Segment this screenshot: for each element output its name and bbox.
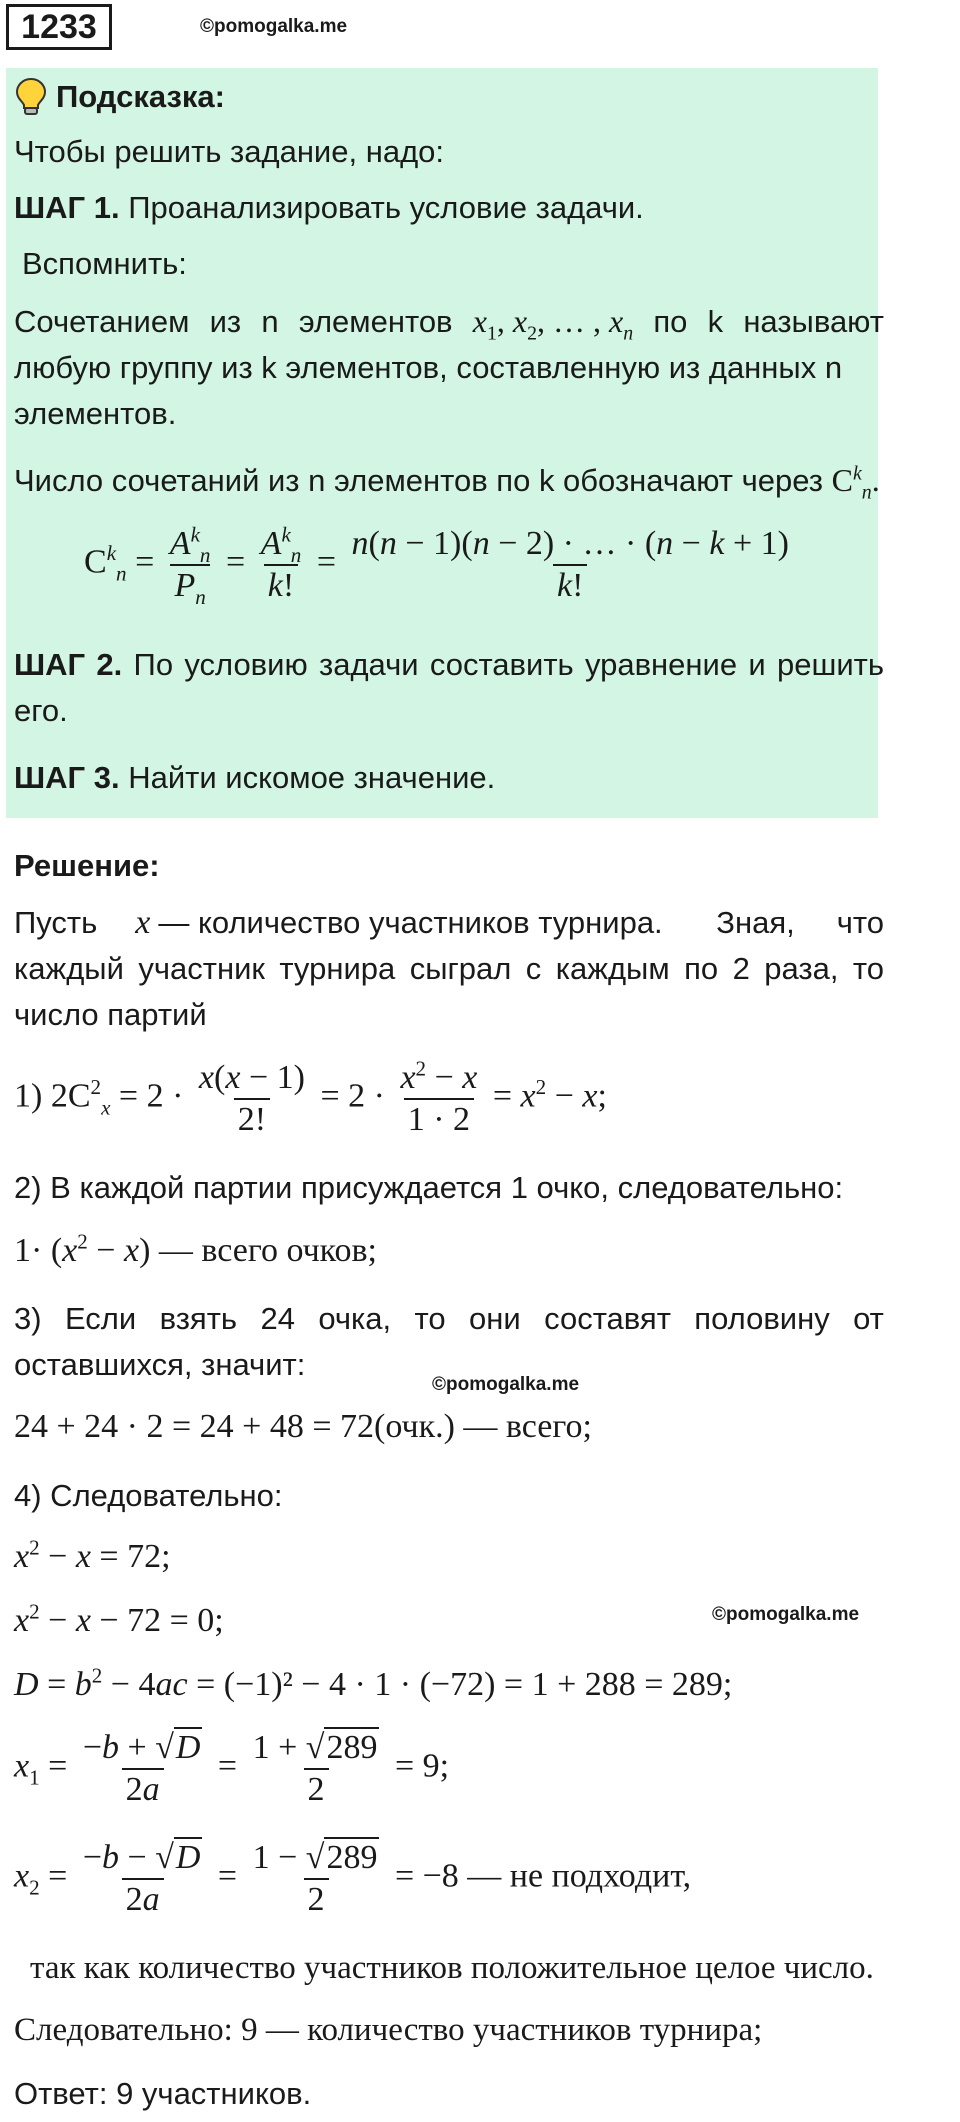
item3-word: от [853, 1301, 884, 1336]
step3-text: Найти искомое значение. [128, 760, 496, 795]
item3-word: то [414, 1301, 446, 1336]
hint-step1 [14, 190, 644, 226]
def-word: из [209, 304, 242, 339]
hint-step2-line1 [14, 647, 884, 683]
lightbulb-icon [14, 76, 48, 116]
formula-remaining-points: 24 + 24 · 2 = 24 + 48 = 72(очк.) — всего; [14, 1408, 592, 1445]
equation-2-tail: = 0; [169, 1602, 224, 1639]
def-word: называют [743, 304, 884, 339]
def-word: элементов [298, 304, 453, 339]
x1-result: = 9; [394, 1747, 450, 1785]
step2-text: По условию задачи составить уравнение и решить [133, 647, 884, 682]
equation-2: $x^2 - x - 72 = 0$; [14, 1599, 224, 1639]
formula-total-points: $1\cdot (x^2 - x)$ — всего очков; [14, 1229, 377, 1269]
step2-label: ШАГ 2. [14, 647, 123, 682]
item3-word: 3) [14, 1301, 42, 1336]
discriminant-formula: $D = b^2 - 4ac = (-1)^2 - 4 \cdot 1 \cdot (-72) = 1 + 288 = 289$; [14, 1663, 733, 1703]
step3-label: ШАГ 3. [14, 760, 120, 795]
combination-formula: $C^k_n$ = $\frac{A^k_n}{P_n}$ = $\frac{A^k_n}{k!}$ = $\frac{n(n - 1)(n - 2) \cdot \dots \cdot (n - k + 1)}{k!}$ [84, 522, 789, 609]
hint-intro: Чтобы решить задание, надо: [14, 134, 445, 169]
item3-word: составят [544, 1301, 671, 1336]
conclusion-text: Следовательно: 9 — количество участников турнира; [14, 2012, 763, 2048]
hint-remember: Вспомнить: [22, 246, 187, 281]
solution-item3-line1 [14, 1301, 884, 1337]
solution-item3-line2: оставшихся, значит: [14, 1347, 306, 1382]
watermark-top: ©pomogalka.me [200, 16, 348, 37]
elements-formula: $x_1$, $x_2$, … , $x_n$ [472, 303, 634, 345]
solution-title: Решение: [14, 848, 160, 883]
p1-word: Пусть [14, 905, 98, 940]
watermark-bottom: ©pomogalka.me [712, 1604, 860, 1625]
root-x1-formula: $x_1$ = $\frac{-b + √D}{2a}$ = $\frac{1 + √289}{2}$ = 9; [14, 1729, 450, 1808]
def-word: по [653, 304, 688, 339]
watermark-middle: ©pomogalka.me [432, 1374, 580, 1395]
definition-line-3: элементов. [14, 396, 177, 431]
solution-p1-line1 [14, 904, 884, 942]
def-word: n [261, 304, 279, 339]
step1-text: Проанализировать условие задачи. [128, 190, 644, 225]
definition-line-1 [14, 303, 884, 345]
solution-p1-line2: каждый участник турнира сыграл с каждым по 2 раза, то [14, 951, 884, 986]
solution-item2: 2) В каждой партии присуждается 1 очко, следовательно: [14, 1170, 844, 1205]
hint-box [6, 68, 878, 818]
answer-text: Ответ: 9 участников. [14, 2076, 312, 2111]
p1-word: Зная, [716, 905, 795, 940]
def-word: Сочетанием [14, 304, 190, 339]
hint-title: Подсказка: [56, 79, 225, 114]
hint-step3 [14, 760, 495, 796]
item3-word: половину [694, 1301, 830, 1336]
notation-text: Число сочетаний из n элементов по k обозначают через [14, 463, 824, 498]
p1-text: — количество участников турнира. [158, 905, 663, 940]
combination-notation: Число сочетаний из n элементов по k обозначают через $C^k_n$. [14, 462, 880, 504]
item3-word: они [469, 1301, 521, 1336]
formula-games-count: 1) $2C^2_x = 2$ · $\frac{x(x - 1)}{2!}$ = 2 · $\frac{x^2 - x}{1 \cdot 2}$ = $x^2 - x$; [14, 1056, 607, 1138]
item1-label: 1) [14, 1077, 43, 1115]
task-number: 1233 [6, 4, 112, 50]
solution-item4: 4) Следовательно: [14, 1478, 283, 1513]
equation-1-tail: = 72; [99, 1538, 171, 1575]
item3-word: Если [64, 1301, 137, 1336]
discriminant-tail: = (−1)² − 4 · 1 · (−72) = 1 + 288 = 289; [196, 1666, 733, 1703]
definition-line-2: любую группу из k элементов, составленную из данных n [14, 350, 843, 385]
item3-word: взять [159, 1301, 238, 1336]
p1-word: что [836, 905, 884, 940]
def-word: k [707, 304, 724, 339]
equation-1: $x^2 - x = 72$; [14, 1535, 171, 1575]
root-x2-formula: $x_2$ = $\frac{-b - √D}{2a}$ = $\frac{1 - √289}{2}$ = −8 — не подходит, [14, 1839, 692, 1918]
total-points-text: — всего очков; [158, 1232, 377, 1269]
reason-text: так как количество участников положительное целое число. [30, 1950, 874, 1986]
variable-x: x [135, 904, 151, 941]
solution-p1-line3: число партий [14, 997, 207, 1032]
step1-label: ШАГ 1. [14, 190, 120, 225]
item3-word: 24 [260, 1301, 295, 1336]
hint-step2-line2: его. [14, 693, 68, 728]
item3-word: очка, [318, 1301, 392, 1336]
x2-result: = −8 — не подходит, [394, 1857, 692, 1895]
